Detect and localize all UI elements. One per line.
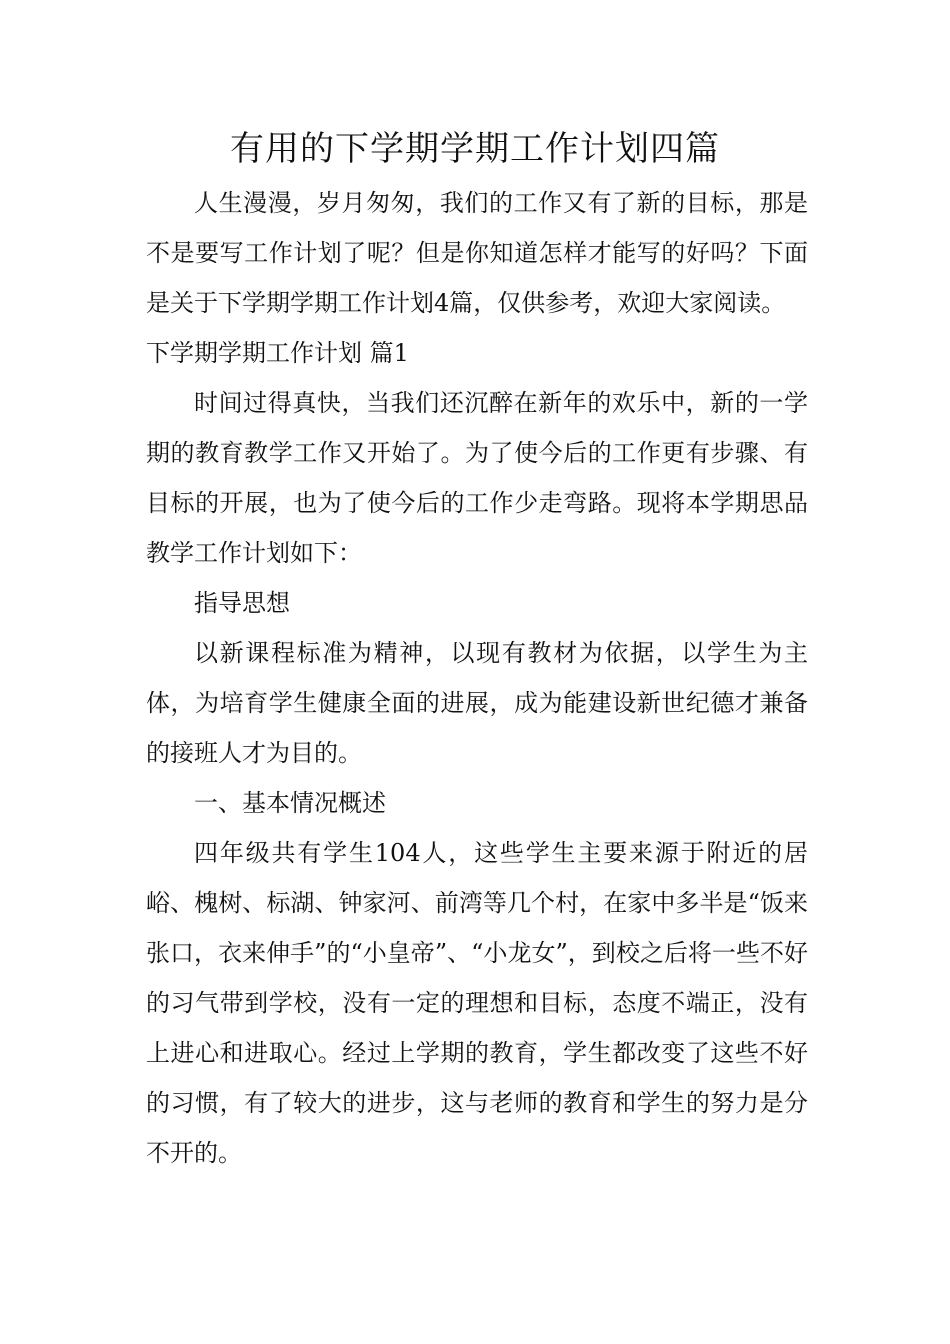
intro-paragraph: 人生漫漫，岁月匆匆，我们的工作又有了新的目标，那是不是要写工作计划了呢？但是你知道怎样才能写的好吗？下面是关于下学期学期工作计划4篇，仅供参考，欢迎大家阅读。: [146, 189, 808, 317]
guiding-thought-paragraph: 以新课程标准为精神，以现有教材为依据，以学生为主体，为培育学生健康全面的进展，成为能建设新世纪德才兼备的接班人才为目的。: [146, 639, 808, 767]
document-title: 有用的下学期学期工作计划四篇: [230, 129, 720, 169]
section-heading-part-1: 下学期学期工作计划 篇1: [146, 339, 409, 367]
document-body: [146, 178, 808, 1178]
basic-situation-paragraph: 四年级共有学生104人，这些学生主要来源于附近的居峪、槐树、标湖、钟家河、前湾等几个村，在家中多半是“饭来张口，衣来伸手”的“小皇帝”、“小龙女”，到校之后将一些不好的习气带到学校，没有一定的理想和目标，态度不端正，没有上进心和进取心。经过上学期的教育，学生都改变了这些不好的习惯，有了较大的进步，这与老师的教育和学生的努力是分不开的。: [146, 839, 808, 1167]
subheading-guiding-thought: 指导思想: [194, 589, 290, 617]
subheading-basic-situation: 一、基本情况概述: [194, 789, 386, 817]
opening-paragraph: 时间过得真快，当我们还沉醉在新年的欢乐中，新的一学期的教育教学工作又开始了。为了使今后的工作更有步骤、有目标的开展，也为了使今后的工作少走弯路。现将本学期思品教学工作计划如下：: [146, 389, 808, 567]
